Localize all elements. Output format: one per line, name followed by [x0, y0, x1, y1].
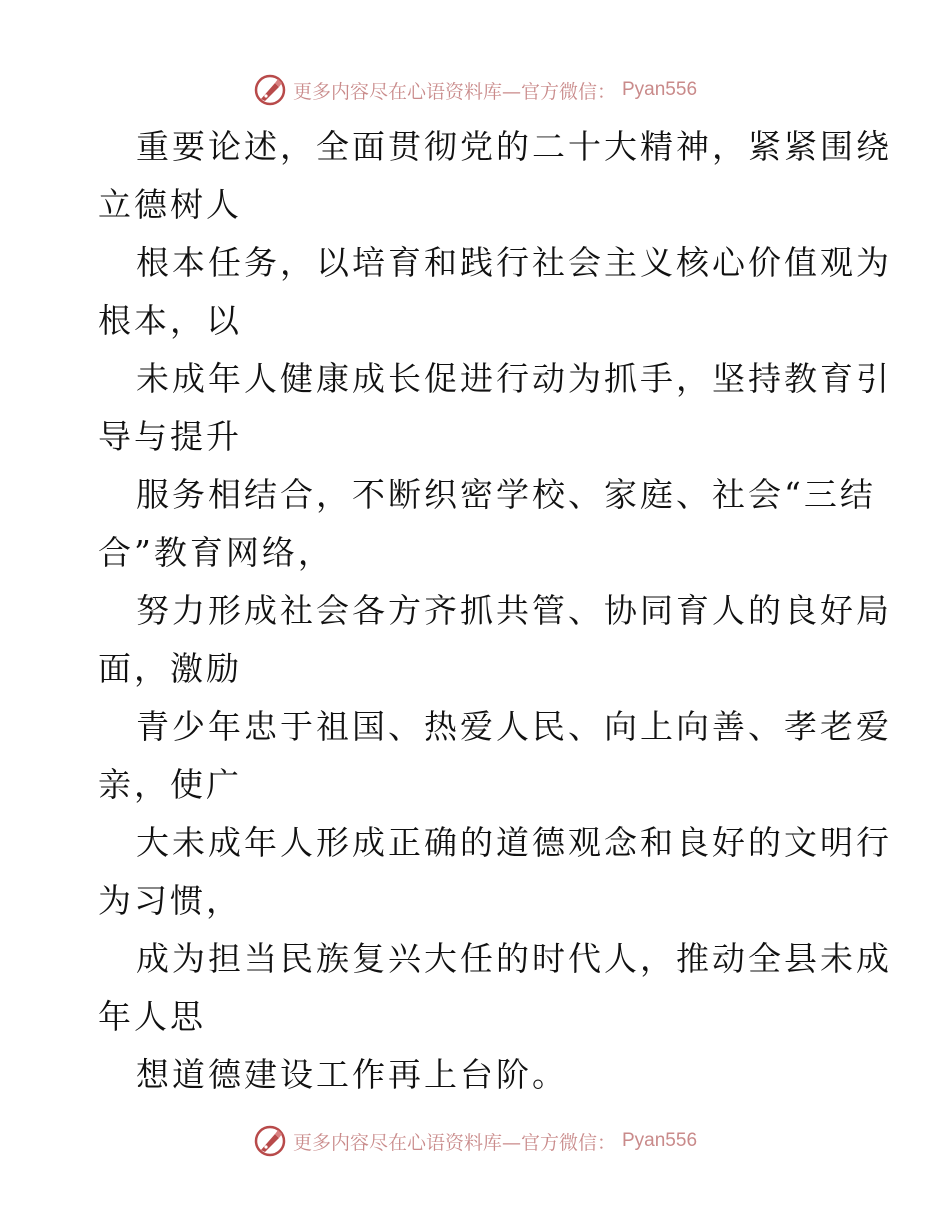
- text-line: 根本，以: [98, 301, 242, 340]
- text-line: 未成年人健康成长促进行动为抓手，坚持教育引: [136, 359, 892, 398]
- watermark-wechat-id: Pyan556: [622, 1130, 698, 1151]
- text-line: 重要论述，全面贯彻党的二十大精神，紧紧围绕: [136, 127, 892, 166]
- watermark-wechat-id: Pyan556: [622, 79, 698, 100]
- text-line: 导与提升: [98, 417, 242, 456]
- text-line: 想道德建设工作再上台阶。: [136, 1055, 568, 1094]
- text-line: 根本任务，以培育和践行社会主义核心价值观为: [136, 243, 892, 282]
- watermark-text: 更多内容尽在心语资料库—官方微信：: [292, 80, 616, 103]
- text-line: 合”教育网络，: [98, 533, 334, 572]
- text-line: 成为担当民族复兴大任的时代人，推动全县未成: [136, 939, 892, 978]
- header-watermark: [0, 70, 950, 110]
- pen-nib-logo-icon: [253, 1124, 287, 1158]
- pen-nib-logo-icon: [253, 73, 287, 107]
- text-line: 年人思: [98, 997, 206, 1036]
- document-body: [98, 118, 892, 1104]
- watermark-text: 更多内容尽在心语资料库—官方微信：: [292, 1131, 616, 1154]
- text-line: 努力形成社会各方齐抓共管、协同育人的良好局: [136, 591, 892, 630]
- text-line: 服务相结合，不断织密学校、家庭、社会“三结: [136, 475, 876, 514]
- text-line: 亲，使广: [98, 765, 242, 804]
- footer-watermark: [0, 1121, 950, 1161]
- text-line: 为习惯，: [98, 881, 242, 920]
- text-line: 大未成年人形成正确的道德观念和良好的文明行: [136, 823, 892, 862]
- text-line: 面，激励: [98, 649, 242, 688]
- text-line: 青少年忠于祖国、热爱人民、向上向善、孝老爱: [136, 707, 892, 746]
- text-line: 立德树人: [98, 185, 242, 224]
